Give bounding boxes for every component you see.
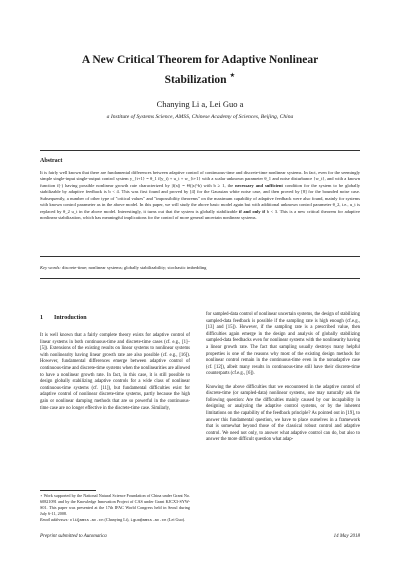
email-link-2[interactable]: Lguo@amss.ac.cn — [130, 518, 167, 523]
right-column-paragraph-1: for sampled-data control of nonlinear uncertain systems, the design of stabilizing sampled-data feedback is possible if the sampling rate is high enough (cf.e.g., [13] and [15]). However, if the sampling rate is a prescribed value, then difficulties again emerge in the design and analysis of globally stabilizing sampled-data feedbacks even for nonlinear systems with the nonlinearity having a linear growth rate. The fact that sampling usually destroys many helpful properties is one of the reasons why most of the existing design methods for nonlinear control remain in the continuous-time even in the nonadaptive case (cf. [12]), albeit many results in continuous-time still have their discrete-time counterparts (cf.e.g., [6]). — [206, 312, 360, 377]
title-footnote-mark: ⋆ — [229, 70, 236, 81]
abstract-text — [40, 170, 360, 222]
left-column-paragraph: It is well known that a fairly complete theory exists for adaptive control of linear systems in both continuous-time and discrete-time cases (cf. e.g., [1]–[5]). Extensions of the existing results on linear systems to nonlinear systems with nonlinearity having linear growth rate are also possible (cf. e.g., [16]). However, fundamental differences emerge between adaptive control of continuous-time and discrete-time systems when the nonlinearities are allowed to have a nonlinear growth rate. In fact, in this case, it is still possible to design globally stabilizing adaptive controls for a wide class of nonlinear continuous-time systems (cf. [11]), but fundamental difficulties exist for adaptive control of nonlinear discrete-time systems, partly because the high gain or nonlinear damping methods that are so powerful in the continuous-time case are no longer effective in the discrete-time case. Similarly, — [40, 333, 190, 411]
abstract-part-1: It is fairly well known that there are fundamental differences between adaptive control of continuous-time and discrete-time nonlinear systems. In fact, even for the seemingly simple single-input single-output control system y_{t+1} = θ_1 f(y_t) + u_t + w_{t+1} with a scalar unknown parameter θ_1 and noise disturbance {w_t}, and with a known function f(·) having possible nonlinear growth rate characterized by |f(x)| = Θ(|x|^b) with b ≥ 1, the — [40, 170, 360, 188]
footnote-funding: ⋆ Work supported by the National Natural Science Foundation of China under Grant No. 60821091 and by the Knowledge Innovation Project of CAS under Grant KJCX3-SYW-S01. This paper was presented at the 17th IFAC World Congress held in Seoul during July 6-11, 2008. — [40, 493, 190, 516]
keywords-rule — [40, 278, 360, 279]
footnote-email-label: Email addresses: — [40, 516, 69, 522]
section-number: 1 — [40, 315, 43, 321]
right-column-paragraph-2: Knowing the above difficulties that we encountered in the adaptive control of discrete-time (or sampled-data) nonlinear systems, one may naturally ask the following question: Are the difficulties mainly caused by our incapability in designing or analyzing the adaptive control systems, or by the inherent limitations on the capability of the feedback principle? As pointed out in [19], to answer this fundamental question, we have to place ourselves in a framework that is somewhat beyond those of the classical robust control and adaptive control. We need not only, to answer what adaptive control can do, but also to answer the more difficult question what adap- — [206, 384, 360, 443]
affiliation: a Institute of Systems Science, AMSS, Chinese Academy of Sciences, Beijing, China — [106, 114, 294, 120]
footer-date: 14 May 2018 — [333, 534, 360, 539]
keywords — [40, 265, 360, 270]
right-column — [206, 312, 360, 450]
abstract-heading: Abstract — [40, 158, 63, 164]
author-list: Chanying Li a, Lei Guo a — [156, 99, 244, 109]
email-owner-1: (Chanying Li), — [103, 516, 130, 522]
keywords-label: Key words: — [40, 265, 61, 270]
abstract-bold-1: necessary and sufficient — [235, 182, 283, 188]
email-owner-2: (Lei Guo). — [166, 516, 186, 522]
section-title: Introduction — [54, 315, 87, 321]
email-link-1[interactable]: cliQamss.ac.cn — [69, 518, 104, 523]
footnote-emails — [40, 517, 190, 525]
footnote-rule — [40, 490, 96, 491]
abstract-part-3: b < 3. This is a new critical theorem for adaptive nonlinear stabilization, which has meaningful implications for the control of more general uncertain nonlinear systems. — [40, 208, 360, 221]
abstract-bold-2: if and only if — [238, 208, 266, 214]
paper-title — [40, 53, 360, 88]
title-line-1: A New Critical Theorem for Adaptive Nonlinear — [81, 54, 319, 66]
keywords-text: discrete-time; nonlinear systems; globally stabilizability; stochastic imbedding — [62, 265, 207, 270]
abstract-top-rule — [40, 150, 360, 151]
footer-preprint-note: Preprint submitted to Automatica — [40, 534, 107, 539]
footnote — [40, 493, 190, 525]
abstract-bottom-rule — [40, 256, 360, 257]
abstract-part-2: condition for the system to be globally stabilizable by adaptive feedback is b < 4. This was first found and proved by [4] for the Gaussian white noise case, and then proved by [8] for the bounded noise case. Subsequently, a number of other type of "critical values" and "impossibility theorems" on the maximum capability of adaptive feedback were also found, mainly for systems with known control parameter as in the above model. In this paper, we will study the above basic model again but with additional unknown control parameter θ_2, i.e., u_t is replaced by θ_2 u_t in the above model. Interestingly, it turns out that the system is globally stabilizable — [40, 182, 360, 214]
section-heading — [40, 315, 87, 321]
title-line-2: Stabilization — [164, 73, 227, 86]
